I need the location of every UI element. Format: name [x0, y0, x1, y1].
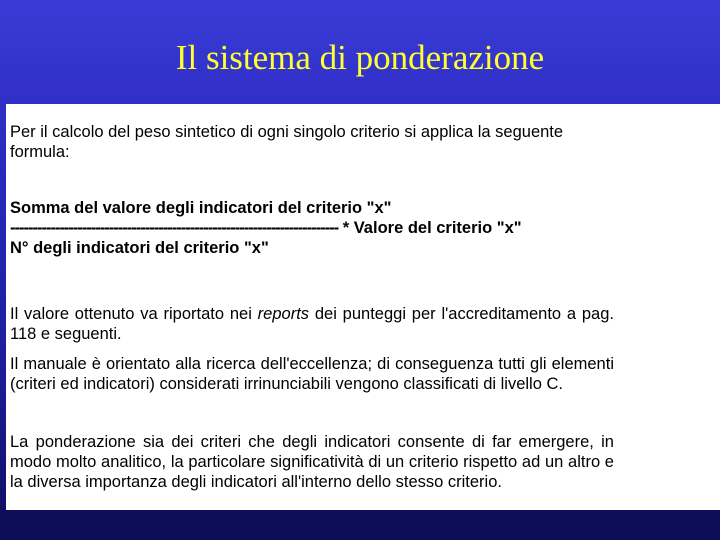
reports-emphasis: reports	[257, 305, 310, 323]
formula-fraction-line: -------------------------------------------------------------------------	[10, 219, 339, 237]
manual-paragraph: Il manuale è orientato alla ricerca dell'eccellenza; di conseguenza tutti gli elementi (criteri ed indicatori) considerati irrinunciabili vengono classificati di livello C.	[10, 355, 614, 393]
intro-text: Per il calcolo del peso sintetico di ogni singolo criterio si applica la seguente formula:	[10, 123, 564, 161]
reports-paragraph-end: dei punteggi per l'accreditamento a pag. 118 e seguenti.	[10, 305, 614, 343]
formula-numerator: Somma del valore degli indicatori del criterio "x"	[10, 199, 392, 217]
formula-denominator: N° degli indicatori del criterio "x"	[10, 239, 269, 257]
content-panel	[6, 104, 720, 510]
bottom-band	[0, 510, 720, 540]
weight-formula	[10, 198, 610, 258]
formula-fraction-row	[10, 218, 610, 238]
reports-paragraph-start: Il valore ottenuto va riportato nei	[10, 305, 258, 323]
reports-paragraph	[10, 304, 614, 344]
formula-multiplier: * Valore del criterio "x"	[342, 219, 522, 237]
weighting-paragraph: La ponderazione sia dei criteri che degli indicatori consente di far emergere, in modo molto analitico, la particolare significatività di un criterio rispetto ad un altro e la diversa importanza degli indicatori all'interno dello stesso criterio.	[10, 433, 614, 491]
slide-title: Il sistema di ponderazione	[175, 38, 545, 77]
